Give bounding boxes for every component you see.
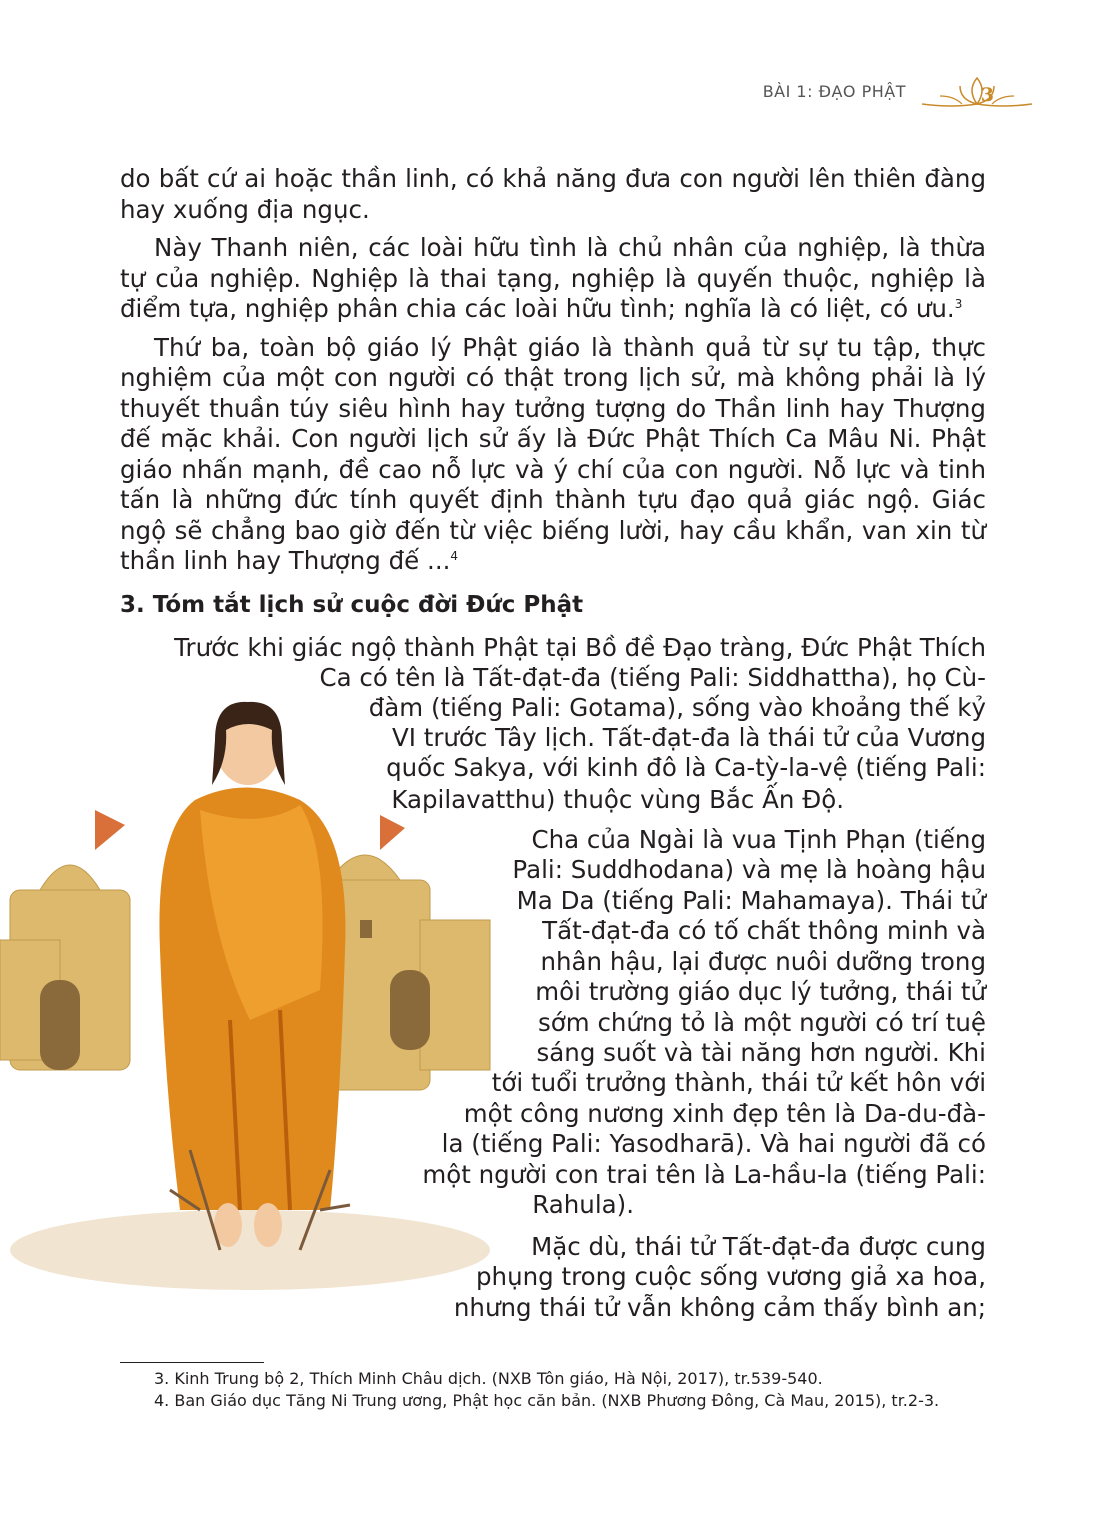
text-line: Rahula).: [532, 1190, 634, 1219]
text-line: nhân hậu, lại được nuôi dưỡng trong: [540, 947, 986, 976]
text-line: Kapilavatthu) thuộc vùng Bắc Ấn Độ.: [391, 785, 844, 814]
text-line: phụng trong cuộc sống vương giả xa hoa,: [475, 1262, 986, 1291]
text-line: la (tiếng Pali: Yasodharā). Và hai người đã có: [441, 1129, 986, 1158]
text-line: một người con trai tên là La-hầu-la (tiếng Pali:: [422, 1160, 986, 1189]
text-line: VI trước Tây lịch. Tất-đạt-đa là thái tử của Vương: [391, 723, 986, 752]
text-line: Mặc dù, thái tử Tất-đạt-đa được cung: [531, 1232, 986, 1261]
text-line: nhưng thái tử vẫn không cảm thấy bình an;: [453, 1293, 986, 1322]
text-line: Cha của Ngài là vua Tịnh Phạn (tiếng: [531, 825, 986, 854]
text-line: môi trường giáo dục lý tưởng, thái tử: [535, 977, 986, 1006]
page-number: 3: [980, 84, 994, 106]
footnote-ref: 3: [954, 296, 963, 311]
section-heading: 3. Tóm tắt lịch sử cuộc đời Đức Phật: [120, 592, 584, 618]
paragraph: Thứ ba, toàn bộ giáo lý Phật giáo là thành quả từ sự tu tập, thực nghiệm của một con người có thật trong lịch sử, mà không phải là lý thuyết thuần túy siêu hình hay tưởng tượng do Thần linh hay Thượng đế mặc khải. Con người lịch sử ấy là Đức Phật Thích Ca Mâu Ni. Phật giáo nhấn mạnh, đề cao nỗ lực và ý chí của con người. Nỗ lực và tinh tấn là những đức tính quyết định thành tựu đạo quả giác ngộ. Giác ngộ sẽ chẳng bao giờ đến từ việc biếng lười, hay cầu khẩn, van xin từ thần linh hay Thượng đế ...$^4$: [120, 332, 986, 575]
text-line: đàm (tiếng Pali: Gotama), sống vào khoảng thế kỷ: [368, 693, 986, 722]
chapter-title: BÀI 1: ĐẠO PHẬT: [762, 82, 906, 101]
text-line: Ca có tên là Tất-đạt-đa (tiếng Pali: Siddhattha), họ Cù-: [319, 663, 986, 692]
text-line: Pali: Suddhodana) và mẹ là hoàng hậu: [512, 855, 986, 884]
text-line: quốc Sakya, với kinh đô là Ca-tỳ-la-vệ (tiếng Pali:: [386, 753, 986, 782]
intro-text: [120, 164, 986, 585]
footnotes: [120, 1368, 986, 1412]
lotus-ornament-icon: [922, 74, 1032, 114]
footnote-3: 3. Kinh Trung bộ 2, Thích Minh Châu dịch. (NXB Tôn giáo, Hà Nội, 2017), tr.539-540.: [154, 1369, 823, 1388]
footnote-divider: [120, 1362, 264, 1363]
footnote-ref: 4: [450, 548, 459, 563]
text-line: Ma Da (tiếng Pali: Mahamaya). Thái tử: [516, 886, 986, 915]
text-line: Tất-đạt-đa có tố chất thông minh và: [542, 916, 986, 945]
text-line: sáng suốt và tài năng hơn người. Khi: [536, 1038, 986, 1067]
footnote-4: 4. Ban Giáo dục Tăng Ni Trung ương, Phật học căn bản. (NXB Phương Đông, Cà Mau, 2015), tr.2-3.: [154, 1391, 940, 1410]
running-header: [732, 74, 1032, 114]
text-line: tới tuổi trưởng thành, thái tử kết hôn với: [491, 1068, 986, 1097]
text-line: sớm chứng tỏ là một người có trí tuệ: [538, 1008, 986, 1037]
quote-paragraph: Này Thanh niên, các loài hữu tình là chủ nhân của nghiệp, là thừa tự của nghiệp. Nghiệp là thai tạng, nghiệp là quyến thuộc, nghiệp là điểm tựa, nghiệp phân chia các loài hữu tình; nghĩa là có liệt, có ưu.$^3$: [120, 233, 986, 323]
paragraph: do bất cứ ai hoặc thần linh, có khả năng đưa con người lên thiên đàng hay xuống địa ngục.: [120, 164, 986, 224]
text-line: một công nương xinh đẹp tên là Da-du-đà-: [463, 1099, 986, 1128]
text-line: Trước khi giác ngộ thành Phật tại Bồ đề Đạo tràng, Đức Phật Thích: [174, 633, 986, 662]
